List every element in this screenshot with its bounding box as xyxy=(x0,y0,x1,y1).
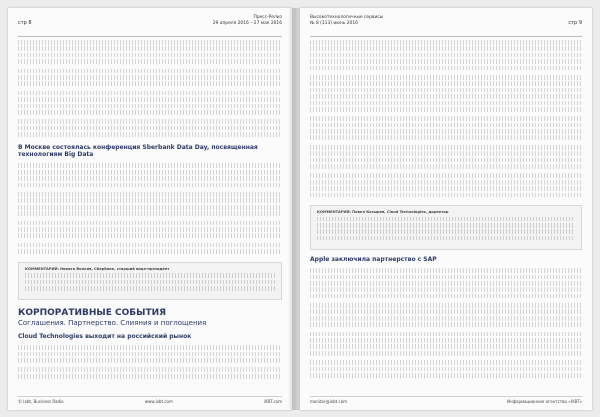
comment-box xyxy=(18,262,282,301)
body-text-block xyxy=(310,116,582,142)
comment-label: КОММЕНТАРИЙ: Павел Козырев, Cloud Technologies, директор xyxy=(317,209,449,214)
article-title-2: Cloud Technologies выходит на российский рынок xyxy=(18,333,192,341)
footer-right: Информационное агентство «IXBT» xyxy=(506,399,582,404)
article-title: Apple заключила партнерство с SAP xyxy=(310,256,437,264)
body-text-block xyxy=(18,69,282,88)
left-header-meta xyxy=(213,15,282,27)
body-text-block xyxy=(310,360,582,379)
comment-box xyxy=(310,205,582,250)
body-text-block xyxy=(310,145,582,171)
comment-text xyxy=(317,217,575,243)
right-header-line-1: Высокотехнологичные сервисы xyxy=(310,15,384,20)
right-header-meta xyxy=(310,15,383,27)
body-text-block xyxy=(310,75,582,113)
right-header-line-2: № 8 (113) июнь 2016 xyxy=(310,21,358,26)
body-text-block xyxy=(18,367,282,380)
body-text-block xyxy=(18,243,282,256)
footer-left: © Ixbt, Business Radio xyxy=(18,399,64,404)
body-text-block xyxy=(18,345,282,364)
body-text-block xyxy=(18,119,282,138)
left-page xyxy=(8,8,292,410)
left-header-line-2: 29 апреля 2016 – 27 мая 2016 xyxy=(212,21,282,26)
right-content xyxy=(310,40,582,392)
right-page xyxy=(300,8,592,410)
body-text-block xyxy=(310,40,582,72)
left-content xyxy=(18,40,282,392)
left-header xyxy=(18,14,282,37)
left-footer xyxy=(18,396,282,405)
body-text-block xyxy=(18,192,282,218)
body-text-block xyxy=(18,91,282,117)
footer-right: iXBT.com xyxy=(263,399,282,404)
section-title: КОРПОРАТИВНЫЕ СОБЫТИЯ xyxy=(18,308,167,319)
footer-left: monitor@ixbt.com xyxy=(310,399,348,404)
comment-label: КОММЕНТАРИЙ: Никита Волков, Сбербанк, старший вице-президент xyxy=(25,266,170,271)
body-text-block xyxy=(310,332,582,358)
body-text-block xyxy=(18,163,282,189)
footer-center: www.ixbt.com xyxy=(144,399,173,404)
right-header xyxy=(310,14,582,37)
left-page-number: стр 8 xyxy=(18,20,32,26)
body-text-block xyxy=(310,303,582,329)
right-footer xyxy=(310,396,582,405)
left-header-line-1: Пресс-Релиз xyxy=(253,15,282,20)
body-text-block xyxy=(310,173,582,199)
right-page-number: стр 9 xyxy=(568,20,582,26)
comment-text xyxy=(25,273,275,292)
section-subtitle: Соглашения. Партнерство. Слияния и поглощения xyxy=(18,319,207,328)
article-title: В Москве состоялась конференция Sberbank Data Day, посвященная технологиям Big Data xyxy=(18,144,258,159)
body-text-block xyxy=(18,221,282,240)
body-text-block xyxy=(18,40,282,66)
body-text-block xyxy=(310,268,582,300)
